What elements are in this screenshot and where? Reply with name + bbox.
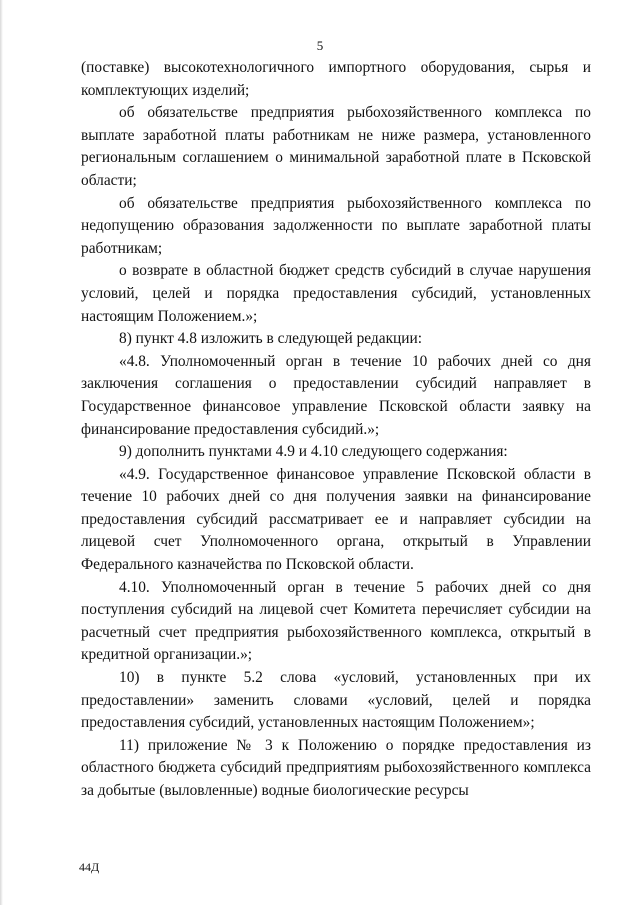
paragraph: об обязательстве предприятия рыбохозяйственного комплекса по выплате заработной платы работникам не ниже размера, установленного региональным соглашением о минимальной заработной плате в Псковской области; (81, 104, 591, 189)
document-code: 44Д (79, 860, 100, 874)
paragraph: 9) дополнить пунктами 4.9 и 4.10 следующего содержания: (119, 443, 508, 461)
paragraph: 4.10. Уполномоченный орган в течение 5 рабочих дней со дня поступления субсидий на лицевой счет Комитета перечисляет субсидии на расчетный счет предприятия рыбохозяйственного комплекса, открытый в кредитной организации.»; (81, 578, 591, 664)
page-number: 5 (316, 38, 324, 53)
scan-edge (0, 0, 3, 905)
paragraph: 11) приложение № 3 к Положению о порядке предоставления из областного бюджета субсидий предприятиям рыбохозяйственного комплекса за добытые (выловленные) водные биологические ресурсы (81, 736, 591, 799)
paragraph: (поставке) высокотехнологичного импортного оборудования, сырья и комплектующих изделий; (81, 59, 591, 99)
paragraph: о возврате в областной бюджет средств субсидий в случае нарушения условий, целей и порядка предоставления субсидий, установленных настоящим Положением.»; (81, 262, 591, 325)
paragraph: 10) в пункте 5.2 слова «условий, установленных при их предоставлении» заменить словами «условий, целей и порядка предоставления субсидий, установленных настоящим Положением»; (81, 669, 591, 732)
paragraph: об обязательстве предприятия рыбохозяйственного комплекса по недопущению образования задолженности по выплате заработной платы работникам; (81, 194, 591, 257)
paragraph: «4.9. Государственное финансовое управление Псковской области в течение 10 рабочих дней со дня получения заявки на финансирование предоставления субсидий рассматривает ее и направляет субсидии на лицевой счет Уполномоченного органа, открытый в Управлении Федерального казначейства по Псковской области. (81, 465, 591, 574)
document-body (81, 57, 591, 803)
paragraph: 8) пункт 4.8 изложить в следующей редакции: (119, 330, 423, 348)
paragraph: «4.8. Уполномоченный орган в течение 10 рабочих дней со дня заключения соглашения о предоставлении субсидий направляет в Государственное финансовое управление Псковской области заявку на финансирование предоставления субсидий.»; (81, 352, 591, 438)
